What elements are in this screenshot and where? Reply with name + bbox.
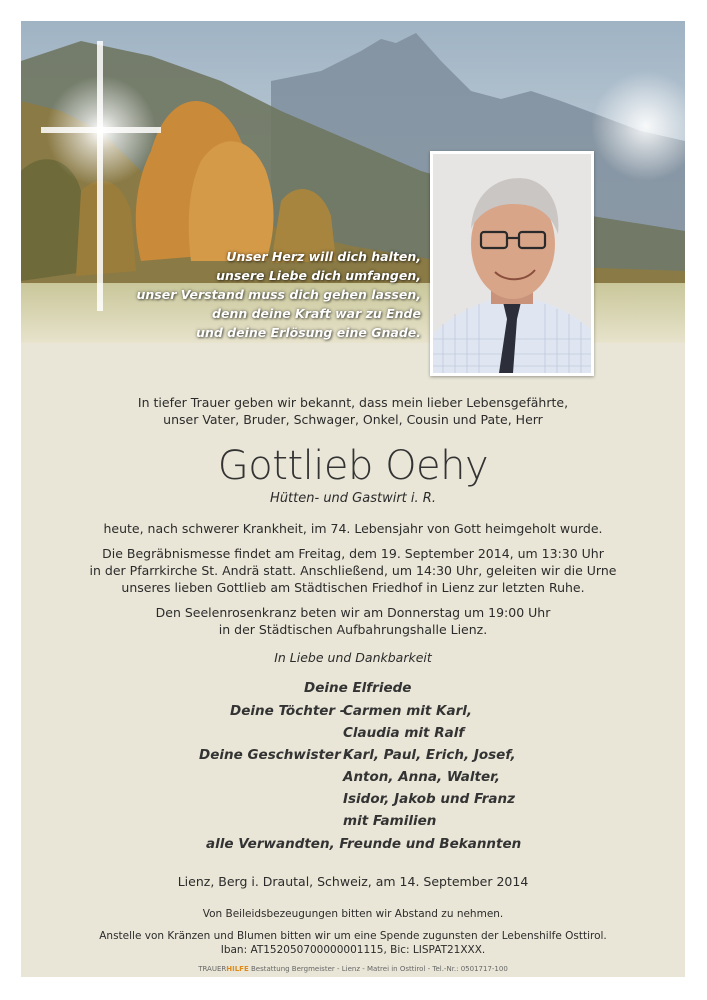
donation-line: Iban: AT152050700000001115, Bic: LISPAT21XXX. xyxy=(220,944,486,956)
sibling-entry: Karl, Paul, Erich, Josef, xyxy=(343,747,516,763)
condolence-notice: Von Beileidsbezeugungen bitten wir Abstand zu nehmen. xyxy=(202,908,504,920)
deceased-name: Gottlieb Oehy xyxy=(217,443,489,489)
mourner-others: alle Verwandten, Freunde und Bekannten xyxy=(206,836,522,852)
intro xyxy=(21,394,685,428)
rosary xyxy=(21,604,685,638)
main-text xyxy=(21,394,685,665)
mass-line: unseres lieben Gottlieb am Städtischen Friedhof in Lienz zur letzten Ruhe. xyxy=(121,580,585,595)
poem xyxy=(136,247,421,342)
donation-notice xyxy=(21,929,685,957)
donation-line: Anstelle von Kränzen und Blumen bitten wir um eine Spende zugunsten der Lebenshilfe Osttirol. xyxy=(99,930,607,942)
poem-line: und deine Erlösung eine Gnade. xyxy=(196,325,421,340)
poem-line: unsere Liebe dich umfangen, xyxy=(216,268,421,283)
brand-logo-text: TRAUER xyxy=(198,965,227,973)
sibling-entry: Anton, Anna, Walter, xyxy=(343,769,500,785)
undertaker-footer xyxy=(21,965,685,973)
mass-line: Die Begräbnismesse findet am Freitag, dem 19. September 2014, um 13:30 Uhr xyxy=(102,546,604,561)
poem-line: Unser Herz will dich halten, xyxy=(226,249,421,264)
place-date: Lienz, Berg i. Drautal, Schweiz, am 14. September 2014 xyxy=(177,874,529,889)
portrait-photo xyxy=(430,151,594,376)
footer-text: Bestattung Bergmeister - Lienz - Matrei in Osttirol - Tel.-Nr.: 0501717-100 xyxy=(248,965,508,973)
intro-line: unser Vater, Bruder, Schwager, Onkel, Cousin und Pate, Herr xyxy=(163,412,543,427)
rosary-line: Den Seelenrosenkranz beten wir am Donnerstag um 19:00 Uhr xyxy=(155,605,551,620)
occupation: Hütten- und Gastwirt i. R. xyxy=(270,491,436,506)
daughters-label: Deine Töchter - xyxy=(230,703,346,719)
rosary-line: in der Städtischen Aufbahrungshalle Lienz. xyxy=(218,622,488,637)
thanks-line: In Liebe und Dankbarkeit xyxy=(274,650,432,665)
poem-line: denn deine Kraft war zu Ende xyxy=(212,306,421,321)
poem-line: unser Verstand muss dich gehen lassen, xyxy=(136,287,421,302)
obituary-card xyxy=(21,21,685,977)
siblings-label: Deine Geschwister - xyxy=(199,747,352,763)
sibling-entry: mit Familien xyxy=(343,813,437,829)
sibling-entry: Isidor, Jakob und Franz xyxy=(343,791,515,807)
daughter-entry: Claudia mit Ralf xyxy=(343,725,465,741)
death-line: heute, nach schwerer Krankheit, im 74. Lebensjahr von Gott heimgeholt wurde. xyxy=(103,521,603,536)
intro-line: In tiefer Trauer geben wir bekannt, dass mein lieber Lebensgefährte, xyxy=(137,395,569,410)
mass-line: in der Pfarrkirche St. Andrä statt. Anschließend, um 14:30 Uhr, geleiten wir die Urne xyxy=(89,563,617,578)
mourner-partner: Deine Elfriede xyxy=(304,680,412,696)
daughter-entry: Carmen mit Karl, xyxy=(343,703,473,719)
funeral-mass xyxy=(21,545,685,596)
brand-logo-accent: HILFE xyxy=(226,965,249,973)
